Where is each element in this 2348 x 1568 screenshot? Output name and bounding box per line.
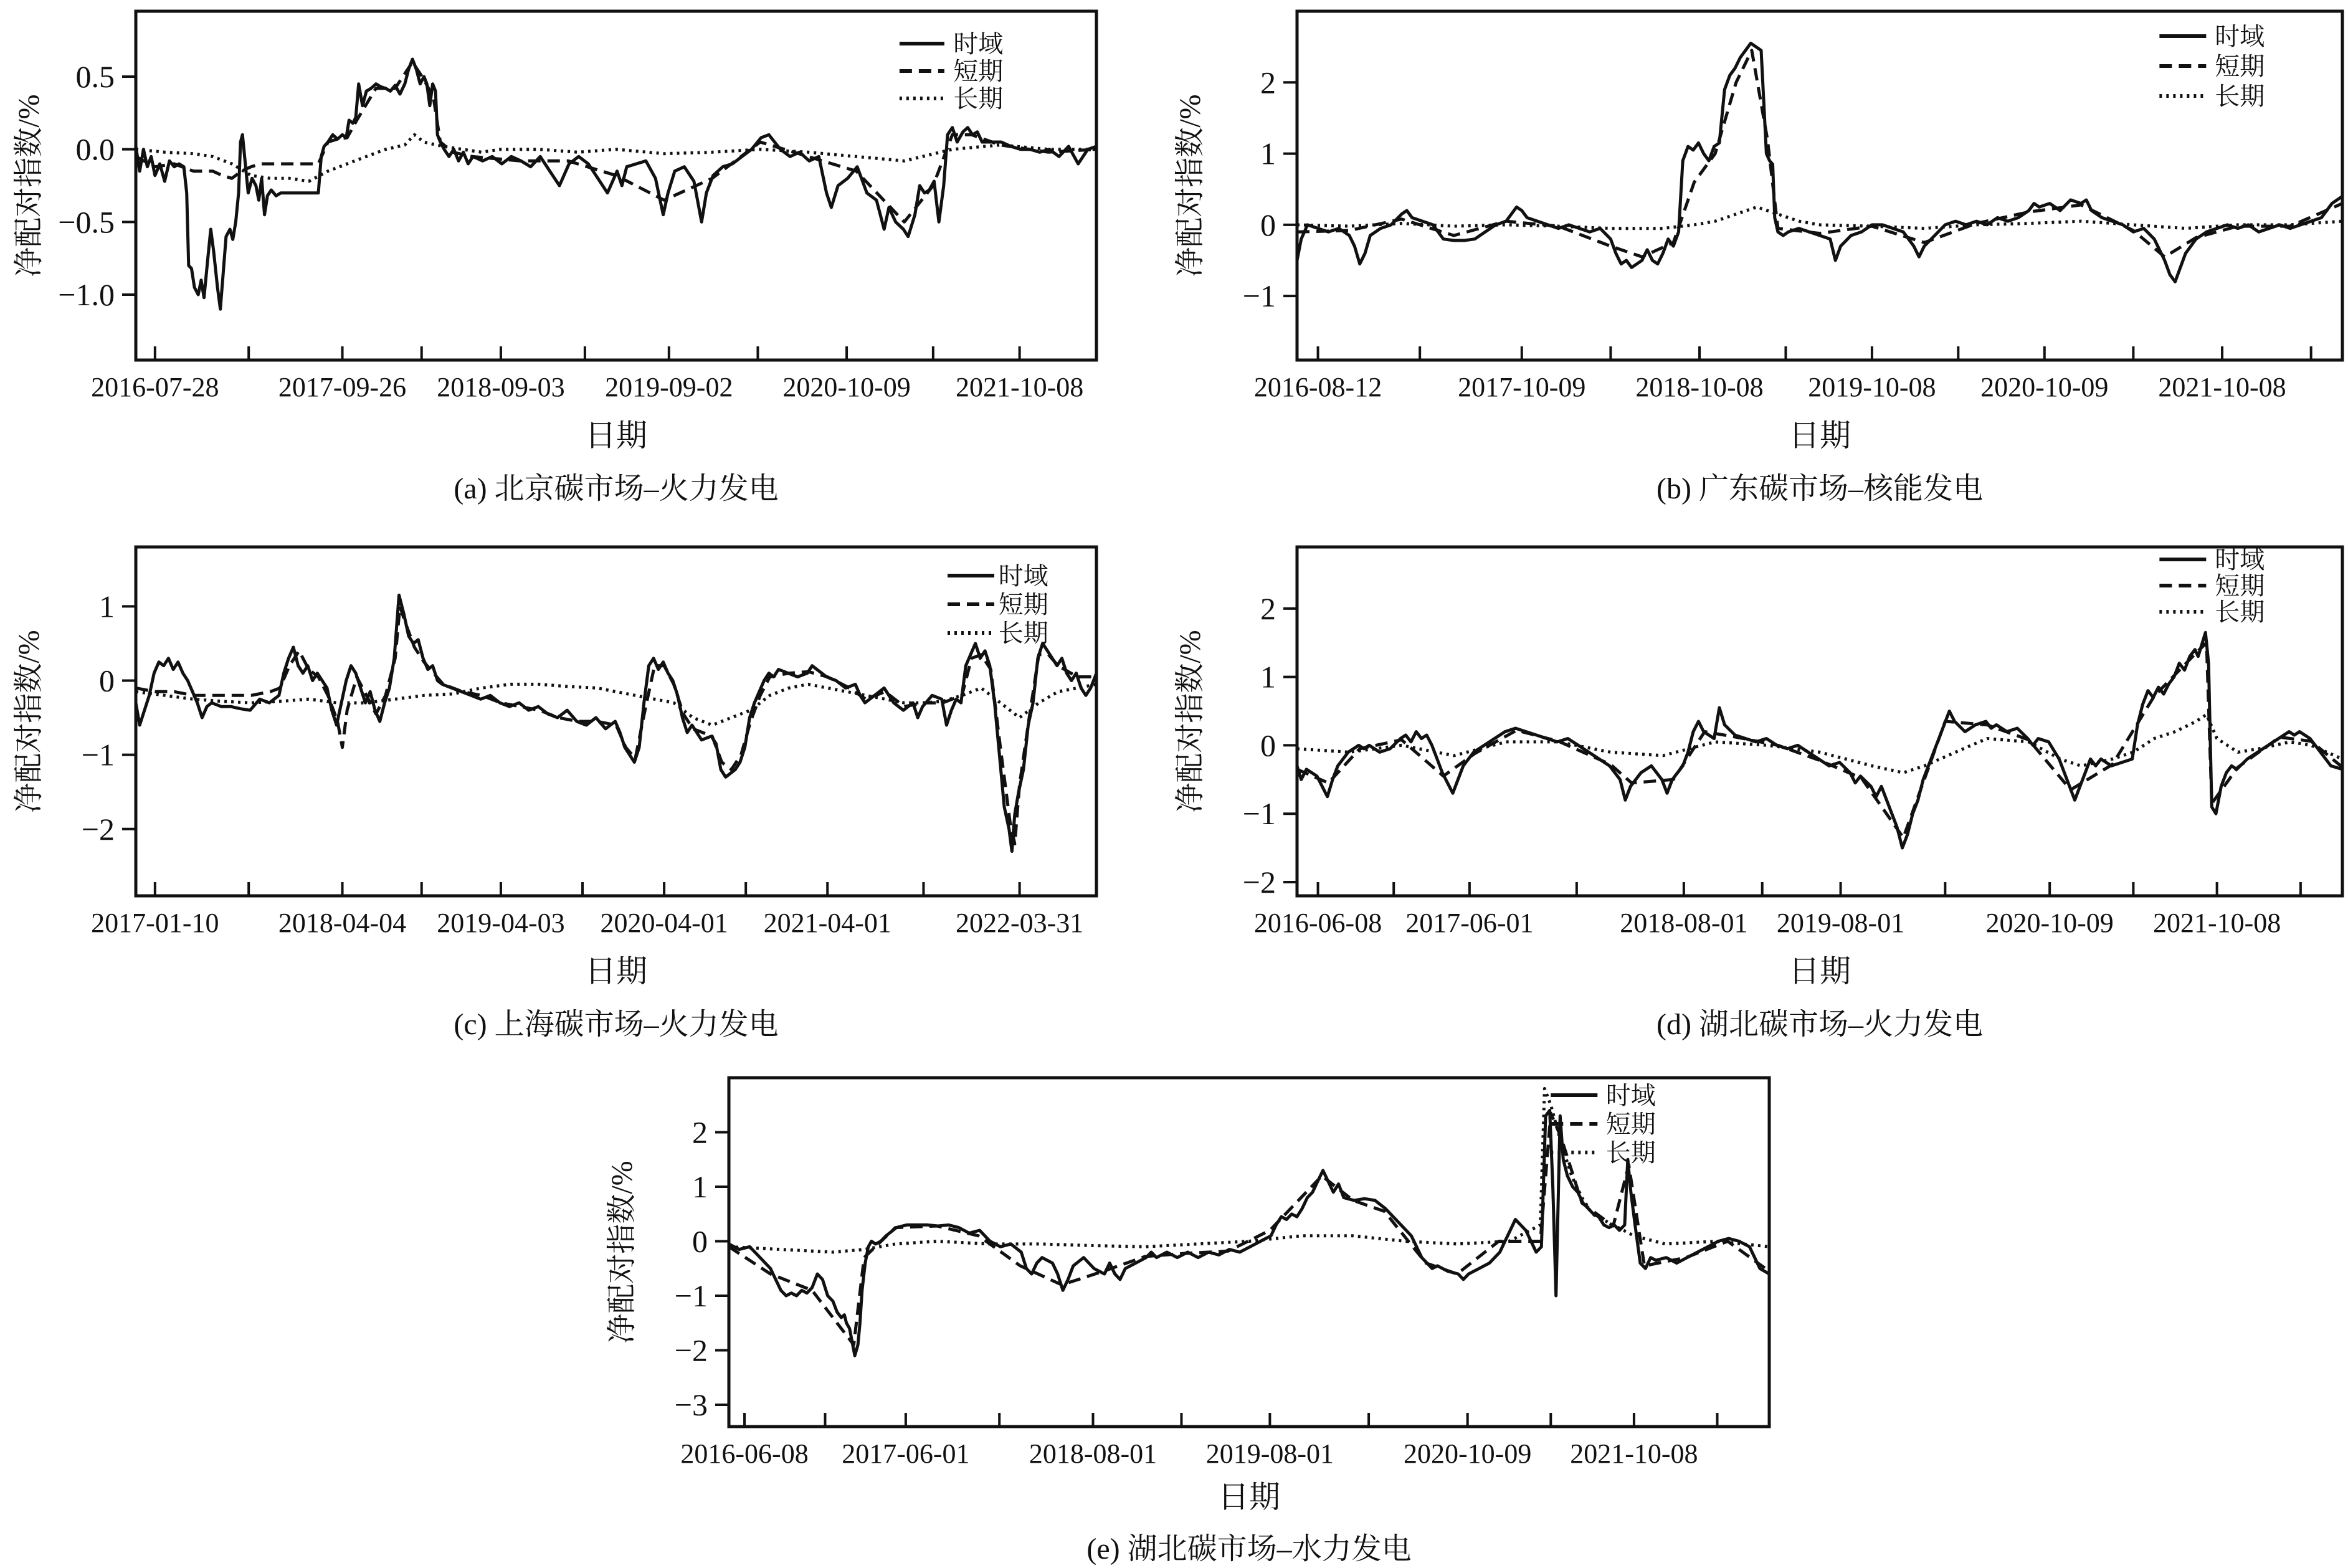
chart-panel-b [1171, 0, 2348, 517]
plot-frame [136, 11, 1096, 360]
y-tick-label: 1 [1260, 136, 1276, 171]
x-tick-label: 2018-08-01 [1029, 1438, 1157, 1469]
legend-label: 长期 [953, 85, 1004, 113]
legend-label: 短期 [1605, 1110, 1656, 1138]
x-tick-label: 2017-10-09 [1458, 372, 1586, 402]
y-tick-label: 0 [1260, 728, 1276, 763]
x-tick-label: 2020-10-09 [1980, 372, 2109, 402]
x-tick-label: 2017-06-01 [842, 1438, 970, 1469]
x-axis-label: 日期 [1218, 1480, 1280, 1514]
y-tick-label: 0.5 [75, 59, 115, 94]
chart-panel-e [592, 1067, 1775, 1568]
legend-label: 时域 [2215, 22, 2265, 50]
legend-label: 长期 [2215, 82, 2265, 110]
x-tick-label: 2018-08-01 [1620, 908, 1748, 938]
y-axis-label: 净配对指数/% [1174, 630, 1207, 813]
y-tick-label: −2 [81, 811, 115, 847]
plot-area [58, 11, 1096, 402]
x-tick-label: 2019-08-01 [1205, 1438, 1334, 1469]
x-tick-label: 2018-09-03 [437, 372, 565, 402]
legend-label: 长期 [998, 619, 1048, 647]
y-axis-label: 净配对指数/% [1174, 94, 1207, 277]
x-tick-label: 2019-08-01 [1776, 908, 1905, 938]
y-tick-label: −1 [81, 737, 115, 772]
x-tick-label: 2021-04-01 [763, 908, 891, 938]
legend-label: 短期 [953, 57, 1004, 85]
y-tick-label: −1 [1242, 796, 1276, 832]
legend-label: 时域 [1605, 1081, 1656, 1109]
y-tick-label: 0 [99, 663, 115, 698]
y-tick-label: −1 [1242, 278, 1276, 314]
y-tick-label: −1.0 [58, 277, 115, 312]
x-tick-label: 2016-08-12 [1253, 372, 1382, 402]
y-tick-label: 0 [692, 1224, 708, 1259]
y-tick-label: 2 [692, 1114, 708, 1150]
x-tick-label: 2020-10-09 [1985, 908, 2114, 938]
x-tick-label: 2018-10-08 [1635, 372, 1764, 402]
legend-label: 时域 [953, 30, 1004, 58]
x-axis-label: 日期 [1789, 418, 1851, 453]
legend-label: 时域 [2215, 546, 2265, 574]
chart-panel-d [1171, 536, 2348, 1053]
x-axis-label: 日期 [585, 954, 647, 989]
series-solid [136, 595, 1096, 851]
plot-area [82, 547, 1096, 938]
plot-area [1243, 11, 2342, 402]
x-tick-label: 2021-10-08 [1570, 1438, 1698, 1469]
legend-label: 长期 [2215, 598, 2265, 626]
y-tick-label: 0 [1260, 207, 1276, 242]
x-tick-label: 2020-10-09 [1404, 1438, 1532, 1469]
y-tick-label: −2 [674, 1333, 708, 1368]
chart-caption: (d) 湖北碳市场–火力发电 [1656, 1008, 1983, 1041]
chart-caption: (b) 广东碳市场–核能发电 [1656, 472, 1983, 505]
series-solid [136, 59, 1096, 309]
chart-panel-a [0, 0, 1121, 517]
x-tick-label: 2017-06-01 [1405, 908, 1534, 938]
legend-label: 长期 [1605, 1139, 1656, 1167]
y-tick-label: 1 [99, 589, 115, 624]
plot-area [675, 1078, 1769, 1469]
x-tick-label: 2017-09-26 [278, 372, 407, 402]
plot-area [1243, 546, 2342, 938]
x-tick-label: 2019-09-02 [605, 372, 733, 402]
y-axis-label: 净配对指数/% [12, 630, 45, 813]
x-tick-label: 2016-06-08 [680, 1438, 809, 1469]
chart-panel-c [0, 536, 1121, 1053]
y-axis-label: 净配对指数/% [606, 1161, 639, 1344]
x-tick-label: 2016-06-08 [1253, 908, 1382, 938]
plot-frame [1297, 11, 2342, 360]
x-tick-label: 2020-10-09 [782, 372, 911, 402]
series-dashed [136, 62, 1096, 222]
x-tick-label: 2019-10-08 [1808, 372, 1936, 402]
series-dotted [1297, 207, 2342, 228]
series-solid [1297, 632, 2342, 848]
y-axis-label: 净配对指数/% [12, 94, 45, 277]
y-tick-label: −1 [674, 1278, 708, 1313]
chart-caption: (e) 湖北碳市场–水力发电 [1086, 1532, 1412, 1566]
legend-label: 短期 [2215, 572, 2265, 600]
y-tick-label: −3 [674, 1387, 708, 1422]
x-tick-label: 2021-10-08 [955, 372, 1084, 402]
x-axis-label: 日期 [1789, 954, 1851, 989]
y-tick-label: 0.0 [75, 131, 115, 167]
legend-label: 时域 [998, 562, 1048, 590]
y-tick-label: 1 [1260, 659, 1276, 695]
x-tick-label: 2018-04-04 [278, 908, 407, 938]
x-tick-label: 2017-01-10 [91, 908, 219, 938]
x-tick-label: 2019-04-03 [437, 908, 565, 938]
y-tick-label: −0.5 [58, 204, 115, 240]
y-tick-label: 1 [692, 1169, 708, 1204]
chart-caption: (c) 上海碳市场–火力发电 [454, 1008, 779, 1041]
series-dotted [1297, 715, 2342, 772]
plot-frame [1297, 547, 2342, 896]
x-tick-label: 2021-10-08 [2158, 372, 2286, 402]
y-tick-label: 2 [1260, 65, 1276, 100]
x-tick-label: 2021-10-08 [2152, 908, 2281, 938]
chart-caption: (a) 北京碳市场–火力发电 [454, 472, 779, 505]
x-tick-label: 2022-03-31 [955, 908, 1084, 938]
legend-label: 短期 [2215, 52, 2265, 80]
series-dashed [1297, 643, 2342, 838]
x-tick-label: 2016-07-28 [91, 372, 219, 402]
y-tick-label: −2 [1242, 865, 1276, 900]
x-axis-label: 日期 [585, 418, 647, 453]
legend-label: 短期 [998, 591, 1048, 619]
y-tick-label: 2 [1260, 591, 1276, 626]
series-solid [1297, 43, 2342, 282]
x-tick-label: 2020-04-01 [600, 908, 728, 938]
